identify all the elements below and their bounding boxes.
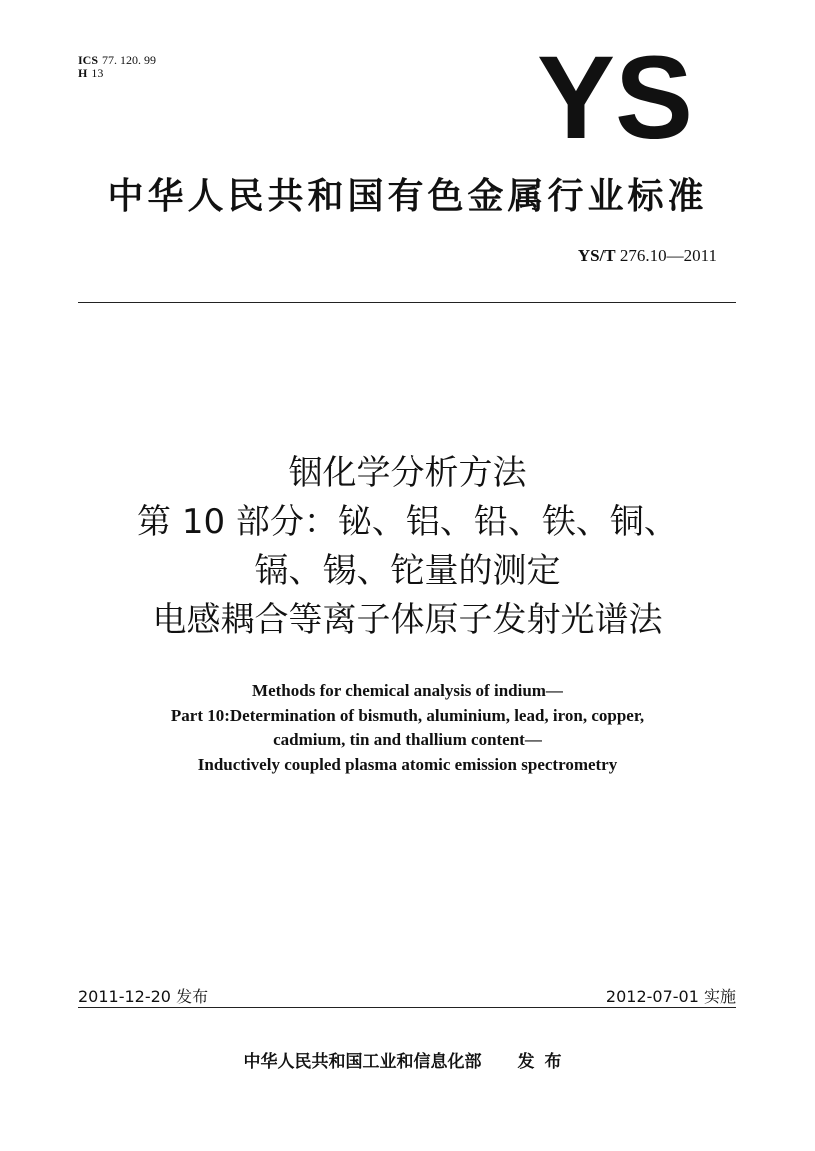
implementation-date: 2012-07-01 实施	[605, 987, 736, 1006]
standard-number-value: 276.10—2011	[619, 246, 717, 265]
english-title-line-1: Methods for chemical analysis of indium—	[252, 681, 563, 700]
chinese-title-line-2: 第 10 部分：铋、铝、铅、铁、铜、	[137, 502, 678, 542]
issuer-action: 发布	[517, 1052, 572, 1072]
ics-label: ICS	[78, 53, 99, 67]
ics-value: 77. 120. 99	[102, 53, 157, 67]
english-title-line-2: Part 10:Determination of bismuth, aluminium, lead, iron, copper,	[170, 705, 645, 725]
issue-date: 2011-12-20 发布	[78, 987, 209, 1006]
english-title	[0, 679, 815, 777]
ys-logo	[536, 50, 694, 142]
ccs-code	[78, 67, 156, 80]
chinese-title-line-1: 铟化学分析方法	[288, 453, 527, 493]
issuer-line	[0, 1047, 815, 1072]
h-value: 13	[91, 66, 104, 80]
chinese-title	[0, 449, 815, 645]
chinese-title-line-3: 镉、锡、铊量的测定	[254, 551, 561, 591]
english-title-line-4: Inductively coupled plasma atomic emission spectrometry	[197, 754, 618, 774]
ics-code	[78, 54, 156, 67]
bottom-divider	[78, 1007, 736, 1008]
standard-code: YS/T	[577, 246, 616, 265]
classification-block	[78, 54, 156, 80]
top-divider	[78, 302, 736, 303]
chinese-title-line-4: 电感耦合等离子体原子发射光谱法	[152, 600, 663, 640]
issuer-name: 中华人民共和国工业和信息化部	[243, 1052, 482, 1072]
standard-number	[578, 246, 717, 266]
industry-standard-title: 中华人民共和国有色金属行业标准	[107, 176, 708, 217]
ys-logo-text: YS	[537, 50, 693, 142]
english-title-line-3: cadmium, tin and thallium content—	[273, 730, 542, 749]
h-label: H	[78, 66, 88, 80]
